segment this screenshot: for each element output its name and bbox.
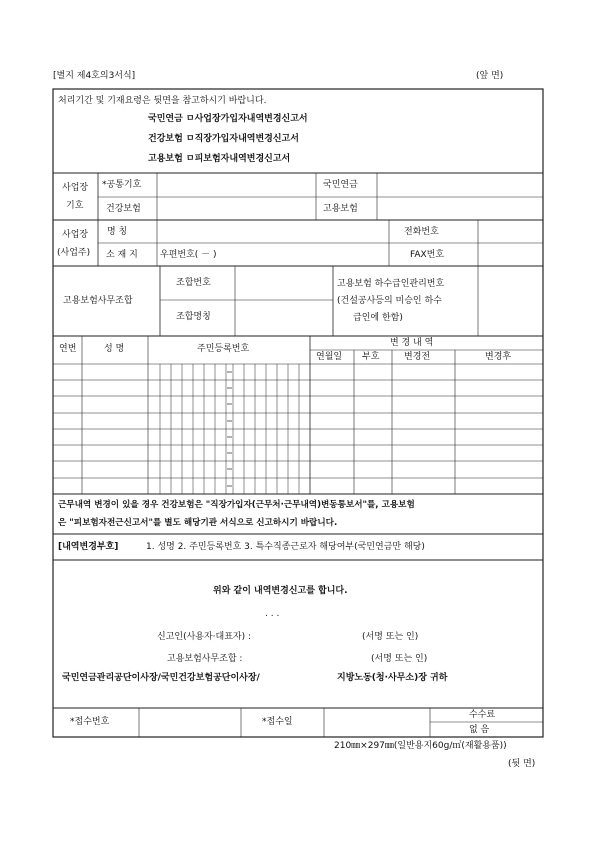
reporter-signature[interactable]: (서명 또는 인) bbox=[362, 632, 419, 642]
fee-value: 없 음 bbox=[469, 725, 490, 735]
paper-spec: 210㎜×297㎜(일반용지60g/㎡(재활용품)) bbox=[334, 741, 507, 751]
subcontractor-mgmt-label-2: (건설공사등의 미승인 하수 bbox=[337, 296, 442, 306]
fax-label: FAX번호 bbox=[410, 250, 445, 260]
title-health-insurance[interactable]: 건강보험 ㅁ직장가입자내역변경신고서 bbox=[148, 134, 299, 144]
col-change-details: 변 경 내 역 bbox=[390, 338, 434, 348]
union-label: 고용보험사무조합 bbox=[63, 296, 133, 306]
fee-label: 수수료 bbox=[469, 710, 496, 720]
col-before-change: 변경전 bbox=[404, 352, 431, 362]
col-serial-no: 연번 bbox=[59, 344, 77, 354]
business-name-field[interactable] bbox=[158, 221, 388, 242]
workplace-symbol-label-2: 기호 bbox=[66, 201, 84, 211]
workplace-symbol-label: 사업장 bbox=[62, 183, 89, 193]
phone-field[interactable] bbox=[479, 221, 542, 242]
change-code-label: [내역변경부호] bbox=[58, 542, 119, 552]
union-name-field[interactable] bbox=[236, 301, 332, 335]
union-agent-label: 고용보험사무조합 : bbox=[167, 654, 243, 664]
address-label: 소 재 지 bbox=[106, 250, 138, 260]
national-pension-label: 국민연금 bbox=[323, 180, 358, 190]
common-code-field[interactable] bbox=[158, 174, 315, 196]
union-name-label: 조합명칭 bbox=[176, 312, 211, 322]
health-insurance-field[interactable] bbox=[158, 198, 315, 219]
change-code-list: 1. 성명 2. 주민등록번호 3. 특수직종근로자 해당여부(국민연금만 해당) bbox=[146, 542, 425, 552]
workplace-owner-label: 사업장 bbox=[62, 230, 89, 240]
form-number: [별지 제4호의3서식] bbox=[53, 71, 136, 81]
notice-line-2: 은 "피보험자전근신고서"를 별도 해당기관 서식으로 신고하시기 바랍니다. bbox=[58, 518, 338, 528]
col-change-code: 부호 bbox=[362, 352, 380, 362]
addressee-agencies: 국민연금관리공단이사장/국민건강보험공단이사장/ bbox=[62, 673, 260, 683]
fax-field[interactable] bbox=[479, 244, 542, 265]
declaration-statement: 위와 같이 내역변경신고를 합니다. bbox=[213, 586, 348, 596]
receipt-date-field[interactable] bbox=[325, 709, 429, 736]
reporter-label: 신고인(사용자·대표자) : bbox=[157, 632, 252, 642]
subcontractor-mgmt-label: 고용보험 하수급인관리번호 bbox=[337, 279, 445, 289]
back-side-label: (뒷 면) bbox=[508, 759, 536, 769]
table-row[interactable] bbox=[53, 478, 543, 494]
union-agent-signature[interactable]: (서명 또는 인) bbox=[371, 654, 428, 664]
phone-label: 전화번호 bbox=[404, 227, 439, 237]
table-row[interactable] bbox=[53, 429, 543, 445]
receipt-number-field[interactable] bbox=[140, 709, 240, 736]
common-code-label: *공통기호 bbox=[102, 180, 142, 190]
notice-line-1: 근무내역 변경이 있을 경우 건강보험은 "직장가입자(근무처·근무내역)변동통보서"를, 고용보험 bbox=[58, 500, 415, 510]
table-row[interactable] bbox=[53, 380, 543, 396]
declaration-date[interactable]: . . . bbox=[265, 609, 280, 619]
intro-note: 처리기간 및 기재요령은 뒷면을 참고하시기 바랍니다. bbox=[58, 96, 267, 106]
union-number-label: 조합번호 bbox=[176, 278, 211, 288]
employment-insurance-field[interactable] bbox=[378, 198, 542, 219]
table-row[interactable] bbox=[53, 396, 543, 413]
col-name: 성 명 bbox=[104, 344, 125, 354]
col-resident-number: 주민등록번호 bbox=[197, 344, 250, 354]
title-employment-insurance[interactable]: 고용보험 ㅁ피보험자내역변경신고서 bbox=[148, 154, 291, 164]
table-row[interactable] bbox=[53, 445, 543, 461]
title-national-pension[interactable]: 국민연금 ㅁ사업장가입자내역변경신고서 bbox=[148, 114, 308, 124]
table-row[interactable] bbox=[53, 461, 543, 478]
col-change-date: 연월일 bbox=[316, 352, 343, 362]
union-number-field[interactable] bbox=[236, 267, 332, 299]
subcontractor-mgmt-field[interactable] bbox=[479, 267, 542, 335]
receipt-number-label: *접수번호 bbox=[70, 717, 110, 727]
postal-code-field[interactable]: 우편번호( － ) bbox=[160, 250, 217, 260]
col-after-change: 변경후 bbox=[485, 352, 512, 362]
workplace-owner-label-2: (사업주) bbox=[57, 248, 91, 258]
business-name-label: 명 칭 bbox=[107, 227, 128, 237]
table-row[interactable] bbox=[53, 413, 543, 429]
receipt-date-label: *접수일 bbox=[262, 717, 293, 727]
addressee-labor-office: 지방노동(청·사무소)장 귀하 bbox=[337, 673, 448, 683]
table-row[interactable] bbox=[53, 364, 543, 380]
page-side-label: (앞 면) bbox=[476, 71, 504, 81]
subcontractor-mgmt-label-3: 급인에 한함) bbox=[353, 313, 403, 323]
health-insurance-label: 건강보험 bbox=[106, 204, 141, 214]
national-pension-field[interactable] bbox=[378, 174, 542, 196]
employment-insurance-label: 고용보험 bbox=[323, 204, 358, 214]
